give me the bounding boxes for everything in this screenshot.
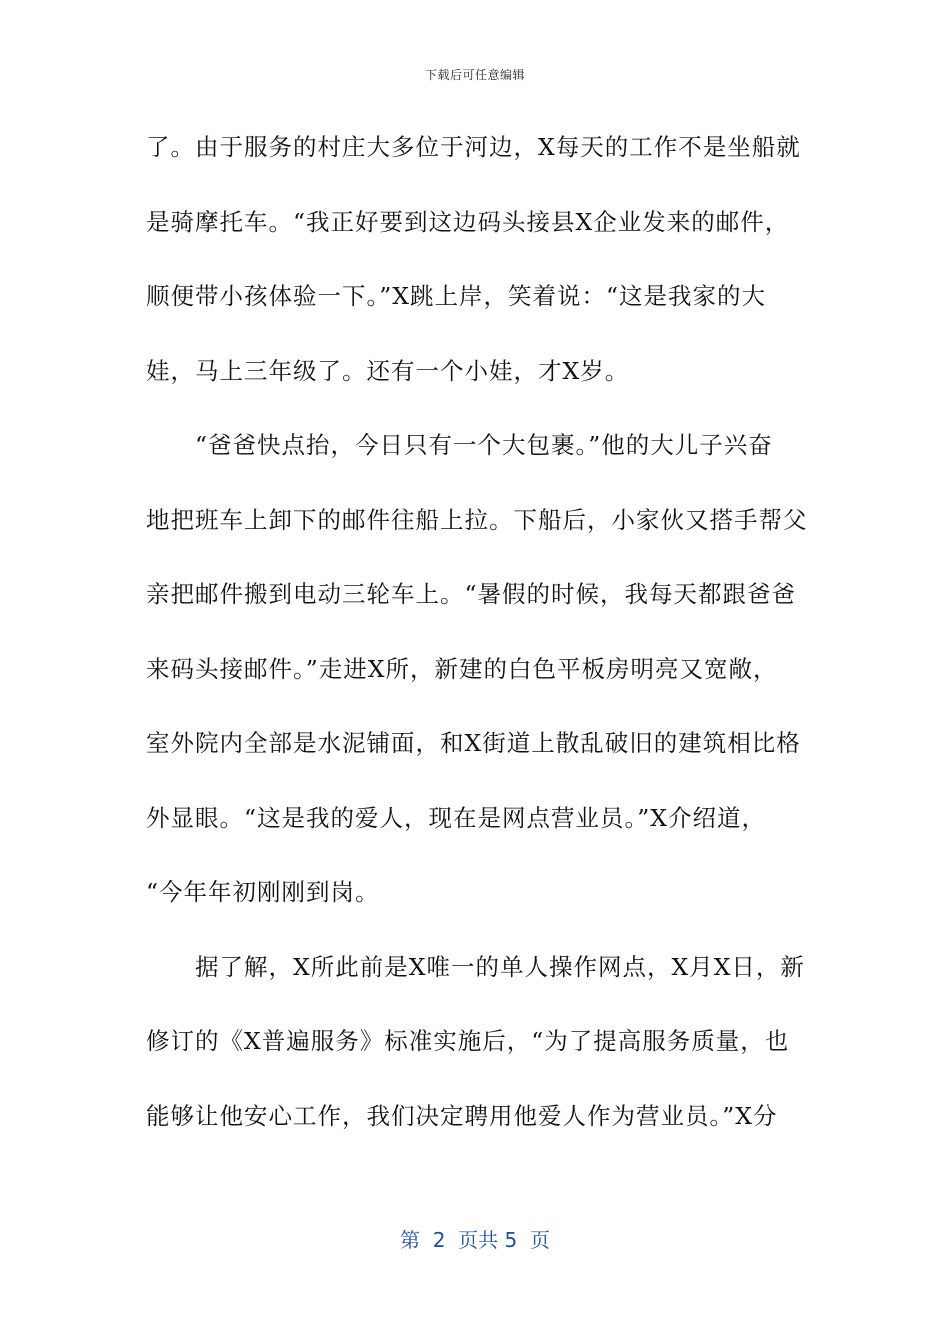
text-line: 娃，马上三年级了。还有一个小娃，才X岁。 xyxy=(146,356,630,385)
text-line: 能够让他安心工作，我们决定聘用他爱人作为营业员。”X分 xyxy=(146,1101,778,1130)
text-line: 了。由于服务的村庄大多位于河边，X每天的工作不是坐船就 xyxy=(146,133,801,161)
page-header: 下载后可任意编辑 xyxy=(424,68,525,82)
text-line: 来码头接邮件。”走进X所，新建的白色平板房明亮又宽敞， xyxy=(146,654,778,683)
text-line: “爸爸快点抬，今日只有一个大包裹。”他的大儿子兴奋 xyxy=(146,431,773,459)
text-line: 外显眼。“这是我的爱人，现在是网点营业员。”X介绍道， xyxy=(146,803,767,832)
document-body xyxy=(146,122,806,1165)
page-number-footer: 第 2 页共 5 页 xyxy=(400,1228,550,1252)
text-line: 据了解，X所此前是X唯一的单人操作网点，X月X日，新 xyxy=(146,952,805,981)
text-line: 亲把邮件搬到电动三轮车上。“暑假的时候，我每天都跟爸爸 xyxy=(146,580,797,608)
text-line: “今年年初刚刚到岗。 xyxy=(146,878,380,906)
text-line: 顺便带小孩体验一下。”X跳上岸，笑着说：“这是我家的大 xyxy=(146,282,767,310)
text-line: 地把班车上卸下的邮件往船上拉。下船后，小家伙又搭手帮父 xyxy=(146,505,808,534)
text-line: 室外院内全部是水泥铺面，和X街道上散乱破旧的建筑相比格 xyxy=(146,729,801,757)
text-line: 是骑摩托车。“我正好要到这边码头接县X企业发来的邮件， xyxy=(146,207,790,236)
text-line: 修订的《X普遍服务》标准实施后，“为了提高服务质量，也 xyxy=(146,1027,790,1055)
